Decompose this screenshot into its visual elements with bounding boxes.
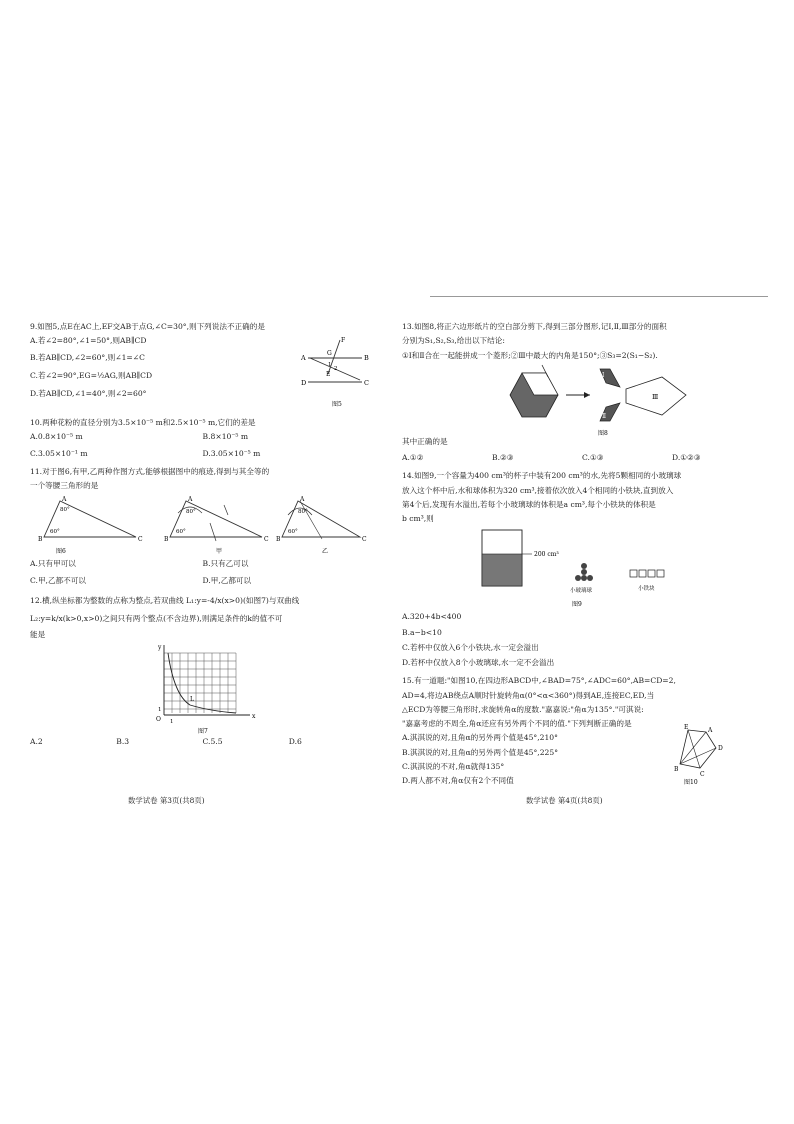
q11-stem-line1: 11.对于图6,有甲,乙两种作图方式,能够根据图中的痕迹,得到与其全等的: [30, 466, 270, 476]
q11-option-a: A.只有甲可以: [30, 559, 76, 569]
fig7-curve-label: L: [190, 695, 194, 703]
q13-option-d: D.①②③: [672, 453, 701, 462]
fig-jia-label-a: A: [188, 496, 193, 504]
fig5-label-b: B: [364, 354, 369, 362]
q10-stem: 10.两种花粉的直径分别为3.5×10⁻⁵ m和2.5×10⁻⁵ m,它们的差是: [30, 418, 256, 427]
fig-yi-angle-60: 60°: [288, 529, 298, 536]
q13-option-c: C.①③: [582, 453, 604, 462]
fig6-caption: 图6: [56, 548, 66, 556]
fig5-caption: 图5: [332, 401, 342, 408]
q15-option-d: D.两人都不对,角α仅有2个不同值: [402, 776, 514, 785]
q13-stem-line2: 分别为S₁,S₂,S₃,给出以下结论:: [402, 336, 505, 346]
top-rule: [430, 296, 768, 297]
fig8-roman-2: Ⅱ: [602, 412, 607, 420]
q10-option-b: B.8×10⁻⁵ m: [202, 432, 249, 442]
fig5-label-a: A: [301, 354, 306, 362]
fig-yi-label-c: C: [362, 536, 367, 544]
question-11: [30, 467, 375, 586]
figure-10: [664, 724, 734, 786]
figure-7: [150, 643, 270, 737]
fig6-label-b: B: [38, 536, 43, 544]
q13-stem-line3: ①Ⅰ和Ⅱ合在一起能拼成一个菱形;②Ⅲ中最大的内角是150°;③S₃=2(S₁−S₂).: [402, 350, 658, 360]
q13-tail: 其中正确的是: [402, 436, 448, 446]
question-14: [402, 471, 762, 668]
figure-6: [30, 493, 370, 555]
q15-stem-line4: "嘉嘉考虑的不周全,角α还应有另外两个不同的值."下列判断正确的是: [402, 719, 632, 728]
fig6-angle-60: 60°: [50, 529, 60, 536]
figure-8: [502, 363, 742, 437]
fig5-label-1: 1: [328, 362, 332, 368]
q9-option-b: B.若AB∥CD,∠2=60°,则∠1=∠C: [30, 352, 145, 362]
fig5-label-f: F: [341, 337, 346, 344]
fig7-y-one: 1: [158, 706, 162, 713]
q13-option-b: B.②③: [492, 453, 514, 462]
q11-stem-line2: 一个等腰三角形的是: [30, 481, 99, 490]
q15-stem-line1: 15.有一道题:"如图10,在四边形ABCD中,∠BAD=75°,∠ADC=60°,AB=CD=2,: [402, 676, 676, 686]
q12-option-b: B.3: [116, 736, 130, 746]
question-12: [30, 596, 375, 747]
fig-jia-label-b: B: [164, 536, 169, 544]
fig10-caption: 图10: [684, 779, 698, 787]
q9-option-c: C.若∠2=90°,EG=½AG,则AB∥CD: [30, 370, 153, 380]
q15-stem-line2: AD=4,将边AB绕点A顺时针旋转角α(0°<α<360°)得到AE,连接EC,ED,当: [402, 690, 655, 700]
q14-option-d: D.若杯中仅放入8个小玻璃球,水一定不会溢出: [402, 658, 555, 667]
fig6-label-c: C: [138, 536, 143, 544]
fig9-ball-label: 小玻璃球: [570, 588, 593, 595]
fig9-block-label: 小铁块: [638, 586, 655, 593]
q13-stem-line1: 13.如图8,将正六边形纸片的空白部分剪下,得到三部分图形,记Ⅰ,Ⅱ,Ⅲ部分的面积: [402, 322, 667, 331]
q12-option-a: A.2: [30, 736, 43, 746]
fig5-label-e: E: [326, 371, 331, 378]
fig6-label-a: A: [62, 496, 67, 504]
q14-option-c: C.若杯中仅放入6个小铁块,水一定会溢出: [402, 642, 539, 652]
q9-option-d: D.若AB∥CD,∠1=40°,则∠2=60°: [30, 389, 147, 398]
q15-stem-line3: △ECD为等腰三角形时,求旋转角α的度数."嘉嘉说:"角α为135°."可淇说:: [402, 704, 644, 714]
fig-jia-label-c: C: [264, 536, 269, 544]
q11-option-c: C.甲,乙都不可以: [30, 575, 86, 585]
fig6-angle-80: 80°: [60, 507, 70, 514]
fig5-label-2: 2: [334, 366, 338, 372]
question-10: [30, 418, 375, 459]
fig-yi-caption: 乙: [322, 548, 329, 556]
fig5-label-g: G: [327, 350, 332, 357]
q12-stem-line3: 能是: [30, 630, 46, 640]
fig8-roman-3: Ⅲ: [652, 392, 659, 401]
right-page-footer: 数学试卷 第4页(共8页): [526, 796, 603, 805]
fig10-label-a: A: [708, 727, 713, 735]
fig7-origin: O: [156, 715, 161, 723]
fig7-caption: 图7: [198, 727, 208, 735]
q15-option-a: A.淇淇说的对,且角α的另外两个值是45°,210°: [402, 733, 558, 743]
q12-option-c: C.5.5: [202, 736, 223, 746]
q9-option-a: A.若∠2=80°,∠1=50°,则AB∥CD: [30, 336, 147, 346]
left-page: [30, 322, 375, 747]
figure-9: [462, 526, 762, 610]
fig10-label-e: E: [684, 724, 689, 732]
fig10-label-d: D: [718, 745, 723, 753]
q10-option-a: A.0.8×10⁻⁵ m: [30, 432, 83, 442]
q11-option-b: B.只有乙可以: [202, 559, 249, 569]
q14-stem-line1: 14.如图9,一个容量为400 cm³的杯子中装有200 cm³的水,先将5颗相同的小玻璃球: [402, 471, 682, 481]
fig7-axis-y: y: [158, 643, 162, 651]
q14-option-a: A.320+4b<400: [402, 612, 462, 622]
q14-stem-line2: 放入这个杯中后,水和球体积为320 cm³,接着依次放入4个相同的小铁块,直到放入: [402, 485, 674, 495]
fig8-caption: 图8: [598, 429, 608, 437]
fig-jia-angle-80: 80°: [186, 509, 196, 516]
question-9: [30, 322, 375, 414]
q10-option-c: C.3.05×10⁻¹ m: [30, 448, 88, 458]
q14-stem-line4: b cm³,则: [402, 514, 434, 523]
fig5-label-d: D: [301, 379, 307, 387]
fig-jia-caption: 甲: [216, 548, 223, 556]
fig10-label-b: B: [674, 766, 679, 774]
q13-option-a: A.①②: [402, 453, 424, 462]
question-13: [402, 322, 762, 463]
fig7-axis-x: x: [252, 712, 256, 720]
fig-jia-angle-60: 60°: [176, 529, 186, 536]
q14-option-b: B.a−b<10: [402, 627, 442, 637]
fig8-roman-1: Ⅰ: [602, 371, 605, 379]
q15-option-b: B.淇淇说的对,且角α的另外两个值是45°,225°: [402, 747, 559, 757]
q12-stem-line1: 12.横,纵坐标都为整数的点称为整点,若双曲线 L₁:y=-4/x(x>0)(如图7)与双曲线: [30, 595, 300, 605]
q15-option-c: C.淇淇说的不对,角α就得135°: [402, 761, 505, 771]
left-page-footer: 数学试卷 第3页(共8页): [128, 796, 205, 805]
q14-stem-line3: 第4个后,发现有水溢出,若每个小玻璃球的体积是a cm³,每个小铁块的体积是: [402, 499, 656, 509]
fig10-label-c: C: [700, 771, 705, 779]
fig-yi-label-a: A: [300, 496, 305, 504]
question-15: [402, 676, 762, 786]
fig9-caption: 图9: [572, 601, 582, 609]
fig-yi-label-b: B: [276, 536, 281, 544]
fig7-x-one: 1: [170, 718, 174, 725]
q9-stem: 9.如图5,点E在AC上,EF交AB于点G,∠C=30°,则下列说法不正确的是: [30, 322, 265, 331]
right-page: [402, 322, 762, 786]
q10-option-d: D.3.05×10⁻⁵ m: [202, 448, 261, 458]
fig-yi-angle-80: 80°: [298, 509, 308, 516]
q12-option-d: D.6: [288, 736, 302, 746]
fig9-beaker-label: 200 cm³: [534, 551, 559, 559]
q11-option-d: D.甲,乙都可以: [202, 575, 252, 585]
figure-5: [300, 334, 372, 410]
fig5-label-c: C: [364, 379, 369, 387]
q12-stem-line2: L₂:y=k/x(k>0,x>0)之间只有两个整点(不含边界),则满足条件的k的值不可: [30, 614, 283, 623]
